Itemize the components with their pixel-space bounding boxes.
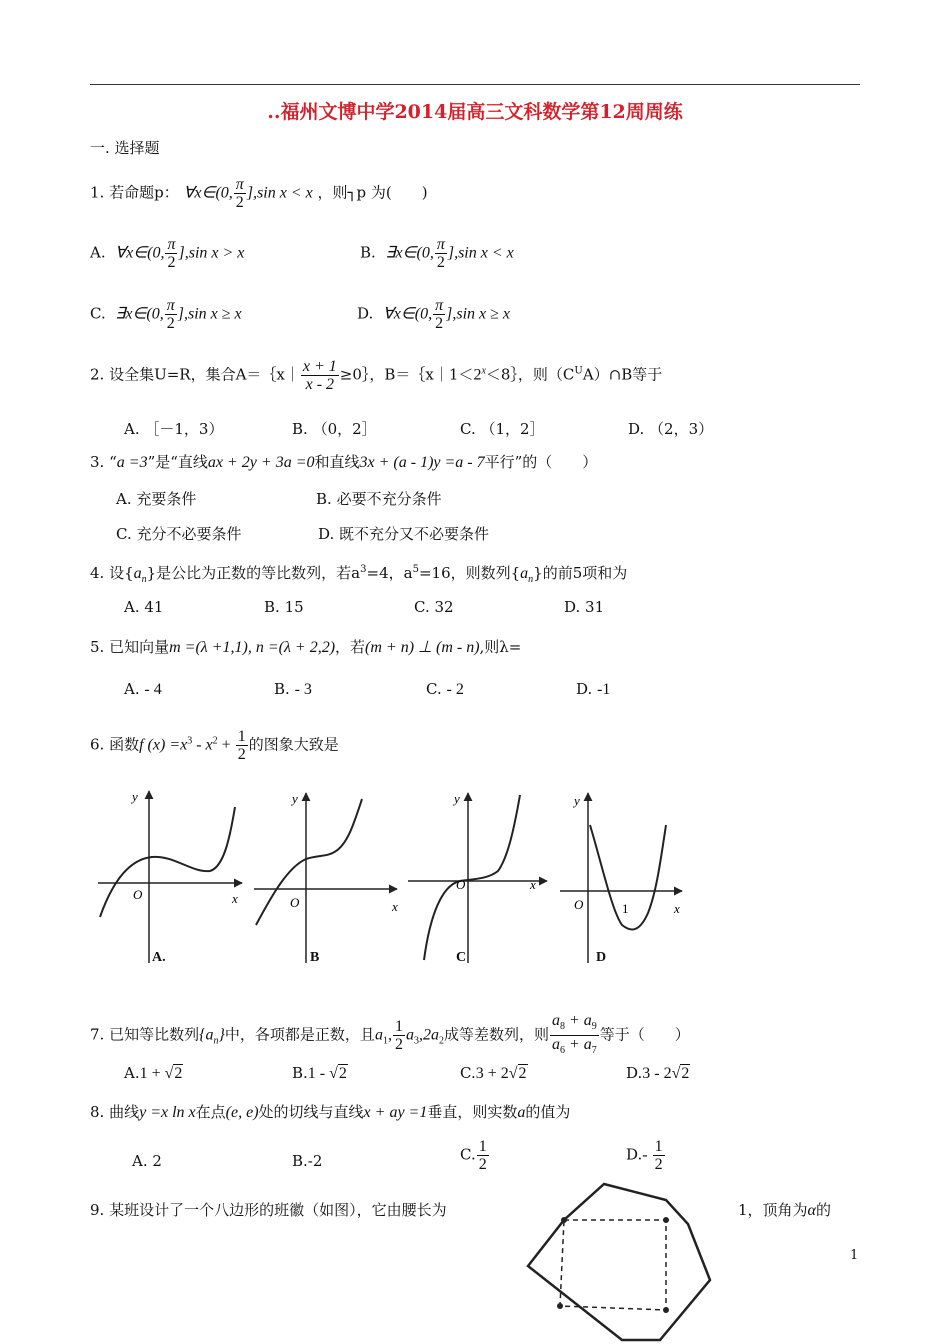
q3-option-b[interactable]: B. 必要不充分条件	[316, 490, 442, 508]
graph-b-origin: O	[290, 895, 300, 910]
q3-option-d[interactable]: D. 既不充分又不必要条件	[318, 525, 490, 543]
page-number: 1	[850, 1248, 859, 1263]
graph-c-y-label: y	[454, 791, 460, 806]
q4-option-a[interactable]: A. 41	[124, 598, 164, 616]
q1-option-d[interactable]: D. ∀x∈(0, $\frac{\pi}{2}$ ],sin x ≥ x	[357, 297, 511, 332]
graph-c[interactable]	[408, 791, 547, 963]
q3-option-a[interactable]: A. 充要条件	[116, 490, 197, 508]
q8-option-d[interactable]: D.- $\frac{1}{2}$	[626, 1138, 663, 1173]
question-9: 9. 某班设计了一个八边形的班徽（如图），它由腰长为	[90, 1201, 447, 1219]
graph-b-y-label: y	[292, 791, 298, 806]
q1-option-a[interactable]: A. ∀x∈(0, $\frac{\pi}{2}$ ],sin x > x	[90, 236, 245, 271]
function-graphs	[92, 785, 702, 975]
question-4: 4. 设$\{a_n\}$是公比为正数的等比数列，若$a^3=4$，$a^5=16$，则数列$\{a_n\}$的前5项和为	[90, 564, 628, 585]
q5-option-b[interactable]: B. - 3	[274, 680, 312, 698]
q8-option-a[interactable]: A. 2	[132, 1152, 162, 1170]
question-7: 7. 已知等比数列$\{a_n\}$中，各项都是正数，且$a_1$, $\frac{1}{2}$ $a_3,2a_2$成等差数列，则 $\frac{a_8 + a_9}{a_6 + a_7}$ 等于（ ）	[90, 1012, 690, 1059]
q8-option-b[interactable]: B.-2	[292, 1152, 323, 1170]
graph-a-x-label: x	[232, 891, 238, 906]
graph-c-origin: O	[456, 877, 466, 892]
graph-b[interactable]	[254, 791, 398, 963]
graph-d-tick-1: 1	[622, 901, 629, 916]
page-title: ..福州文博中学2014届高三文科数学第12周周练	[267, 101, 683, 123]
graph-c-label: C	[456, 950, 467, 965]
graph-a-origin: O	[133, 887, 143, 902]
q4-option-d[interactable]: D. 31	[564, 598, 605, 616]
q2-option-a[interactable]: A. ［－1，3）	[124, 420, 224, 438]
q2-option-c[interactable]: C. （1，2］	[460, 420, 545, 438]
question-3: 3. “a =3”是“直线ax + 2y + 3a =0和直线3x + (a - 1)y =a - 7平行”的（ ）	[90, 453, 598, 471]
header-rule	[90, 84, 860, 85]
q4-option-c[interactable]: C. 32	[414, 598, 454, 616]
octagon-badge-figure	[520, 1180, 730, 1344]
q1-option-b[interactable]: B. ∃x∈(0, $\frac{\pi}{2}$ ],sin x < x	[360, 236, 514, 271]
q5-option-d[interactable]: D. -1	[576, 680, 611, 698]
graph-a-y-label: y	[132, 789, 138, 804]
graph-b-label: B	[310, 950, 320, 965]
question-1: 1. 若命题p： ∀x∈(0, $\frac{\pi}{2}$ ],sin x < x ，则┐p 为( )	[90, 176, 428, 211]
graph-d-x-label: x	[674, 901, 680, 916]
graph-d-label: D	[596, 950, 607, 965]
graph-d-origin: O	[574, 897, 584, 912]
graph-a[interactable]	[98, 789, 242, 963]
q2-option-b[interactable]: B. （0，2］	[292, 420, 377, 438]
graph-d-y-label: y	[574, 793, 580, 808]
q7-option-c[interactable]: C.3 + 2√2	[460, 1064, 527, 1082]
graph-c-x-label: x	[530, 877, 536, 892]
question-2: 2. 设全集U=R，集合A＝｛x｜ $\frac{x + 1}{x - 2}$ ≥0｝，$B=\{x|1<2^x<8\}$，则$(C^UA)\cap B$等于	[90, 358, 663, 393]
q1-option-c[interactable]: C. ∃x∈(0, $\frac{\pi}{2}$ ],sin x ≥ x	[90, 297, 242, 332]
q7-option-a[interactable]: A.1 + √2	[124, 1064, 183, 1082]
question-6: 6. 函数f $(x) =x^3 - x^2$ + $\frac{1}{2}$ 的图象大致是	[90, 728, 339, 763]
question-9-continued: 1，顶角为α的	[738, 1201, 831, 1219]
graph-d[interactable]	[560, 793, 682, 963]
q3-option-c[interactable]: C. 充分不必要条件	[116, 525, 242, 543]
question-8: 8. 曲线y =x ln x在点(e, e)处的切线与直线x + ay =1垂直，则实数a的值为	[90, 1103, 571, 1121]
section-heading: 一. 选择题	[90, 139, 160, 157]
q2-option-d[interactable]: D. （2，3）	[628, 420, 714, 438]
question-5: 5. 已知向量m =(λ +1,1), n =(λ + 2,2)，若(m + n) ⊥ (m - n),则λ=	[90, 638, 522, 656]
q7-option-d[interactable]: D.3 - 2√2	[626, 1064, 690, 1082]
q4-option-b[interactable]: B. 15	[264, 598, 304, 616]
q8-option-c[interactable]: C. $\frac{1}{2}$	[460, 1138, 487, 1173]
q5-option-c[interactable]: C. - 2	[426, 680, 464, 698]
q7-option-b[interactable]: B.1 - √2	[292, 1064, 347, 1082]
graph-b-x-label: x	[392, 899, 398, 914]
q5-option-a[interactable]: A. - 4	[124, 680, 162, 698]
graph-a-label: A.	[152, 950, 166, 965]
